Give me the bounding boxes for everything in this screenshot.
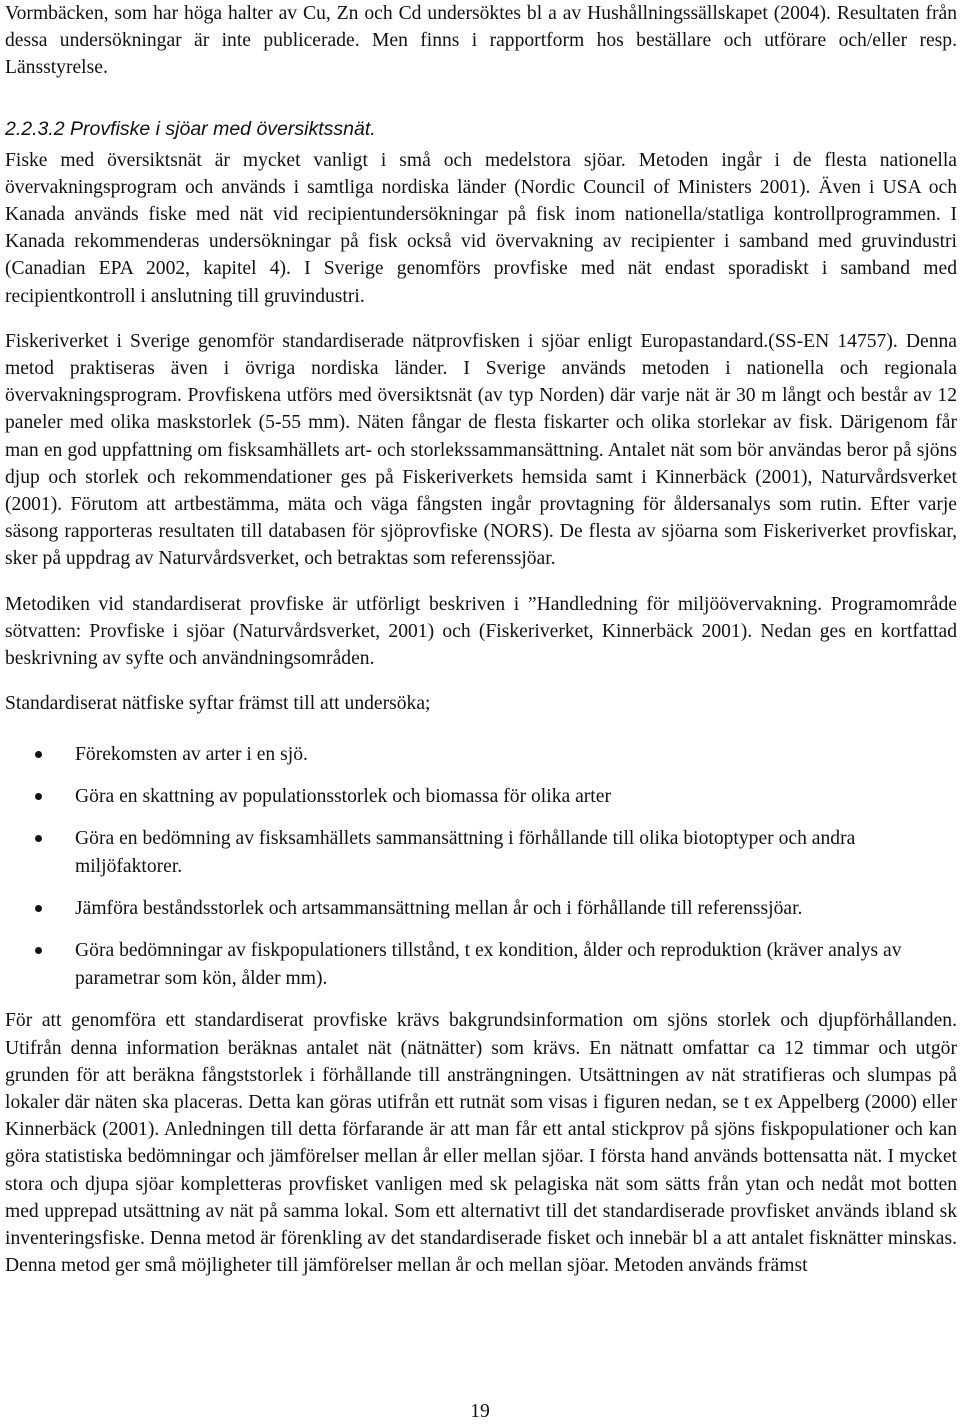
list-item-text: Göra bedömningar av fiskpopulationers tillstånd, t ex kondition, ålder och reproduktion (kräver analys av parametrar som kön, ålder mm). [75, 940, 902, 990]
paragraph-methodology: Metodiken vid standardiserat provfiske är utförligt beskriven i ”Handledning för miljöövervakning. Programområde sötvatten: Provfiske i sjöar (Naturvårdsverket, 2001) och (Fiskeriverket, Kinnerbäck 2001). Nedan ges en kortfattad beskrivning av syfte och användningsområden. [5, 593, 957, 670]
list-item [5, 825, 957, 881]
paragraph-overview: Fiske med översiktsnät är mycket vanligt i små och medelstora sjöar. Metoden ingår i de flesta nationella övervakningsprogram och används i samtliga nordiska länder (Nordic Council of Ministers 2001). Även i USA och Kanada används fiske med nät vid recipientundersökningar på fisk inom nationella/statliga kontrollprogrammen. I Kanada rekommenderas undersökningar på fisk också vid övervakning av recipienter i samband med gruvindustri (Canadian EPA 2002, kapitel 4). I Sverige genomförs provfiske med nät endast sporadiskt i samband med recipientkontroll i anslutning till gruvindustri. [5, 149, 957, 307]
document-page [5, 0, 957, 1280]
page-number: 19 [470, 1401, 490, 1422]
bullet-icon [35, 905, 42, 912]
list-item-text: Göra en skattning av populationsstorlek och biomassa för olika arter [75, 786, 611, 808]
bullet-icon [35, 835, 42, 842]
paragraph-purpose-intro: Standardiserat nätfiske syftar främst till att undersöka; [5, 693, 431, 715]
purpose-list [5, 741, 957, 993]
bullet-icon [35, 793, 42, 800]
paragraph-fiskeriverket: Fiskeriverket i Sverige genomför standardiserade nätprovfisken i sjöar enligt Europastandard.(SS-EN 14757). Denna metod praktiseras även i övriga nordiska länder. I Sverige används metoden i nationella och regionala övervakningsprogram. Provfiskena utförs med översiktsnät (av typ Norden) där varje nät är 30 m långt och består av 12 paneler med olika maskstorlek (5-55 mm). Näten fångar de flesta fiskarter och olika storlekar av fisk. Därigenom får man en god uppfattning om fisksamhällets art- och storlekssammansättning. Antalet nät som bör användas beror på sjöns djup och storlek och rekommendationer ges på Fiskeriverkets hemsida samt i Kinnerbäck (2001), Naturvårdsverket (2001). Förutom att artbestämma, mäta och väga fångsten ingår provtagning för åldersanalys som rutin. Efter varje säsong rapporteras resultaten till databasen för sjöprovfiske (NORS). De flesta av sjöarna som Fiskeriverket provfiskar, sker på uppdrag av Naturvårdsverket, och betraktas som referenssjöar. [5, 330, 957, 570]
list-item [5, 895, 957, 923]
bullet-icon [35, 751, 42, 758]
bullet-icon [35, 947, 42, 954]
list-item-text: Jämföra beståndsstorlek och artsammansättning mellan år och i förhållande till referenssjöar. [75, 898, 803, 920]
intro-paragraph: Vormbäcken, som har höga halter av Cu, Zn och Cd undersöktes bl a av Hushållningssällskapet (2004). Resultaten från dessa undersökningar är inte publicerade. Men finns i rapportform hos beställare och utförare och/eller resp. Länsstyrelse. [5, 3, 957, 79]
paragraph-background: För att genomföra ett standardiserat provfiske krävs bakgrundsinformation om sjöns storlek och djupförhållanden. Utifrån denna information beräknas antalet nät (nätnätter) som krävs. En nätnatt omfattar ca 12 timmar och utgör grunden för att beräkna fångststorlek i förhållande till ansträngningen. Utsättningen av nät stratifieras och slumpas på lokaler där näten ska placeras. Detta kan göras utifrån ett rutnät som visas i figuren nedan, se t ex Appelberg (2000) eller Kinnerbäck (2001). Anledningen till detta förfarande är att man får ett antal stickprov på sjöns fiskpopulationer och kan göra statistiska bedömningar och jämförelser mellan år eller mellan sjöar. I första hand används bottensatta nät. I mycket stora och djupa sjöar kompletteras provfisket vanligen med sk pelagiska nät som sätts från ytan och nedåt mot botten med upprepad utsättning av nät på samma lokal. Som ett alternativt till det standardiserade provfisket används ibland sk inventeringsfiske. Denna metod är förenkling av det standardiserade fisket och innebär bl a att antalet fisknätter minskas. Denna metod ger små möjligheter till jämförelser mellan år och mellan sjöar. Metoden används främst [5, 1010, 957, 1277]
list-item [5, 741, 957, 769]
section-heading: 2.2.3.2 Provfiske i sjöar med översiktssnät. [5, 117, 376, 140]
list-item [5, 783, 957, 811]
list-item-text: Göra en bedömning av fisksamhällets sammansättning i förhållande till olika biotoptyper och andra miljöfaktorer. [75, 828, 856, 878]
list-item [5, 937, 957, 993]
list-item-text: Förekomsten av arter i en sjö. [75, 744, 308, 766]
